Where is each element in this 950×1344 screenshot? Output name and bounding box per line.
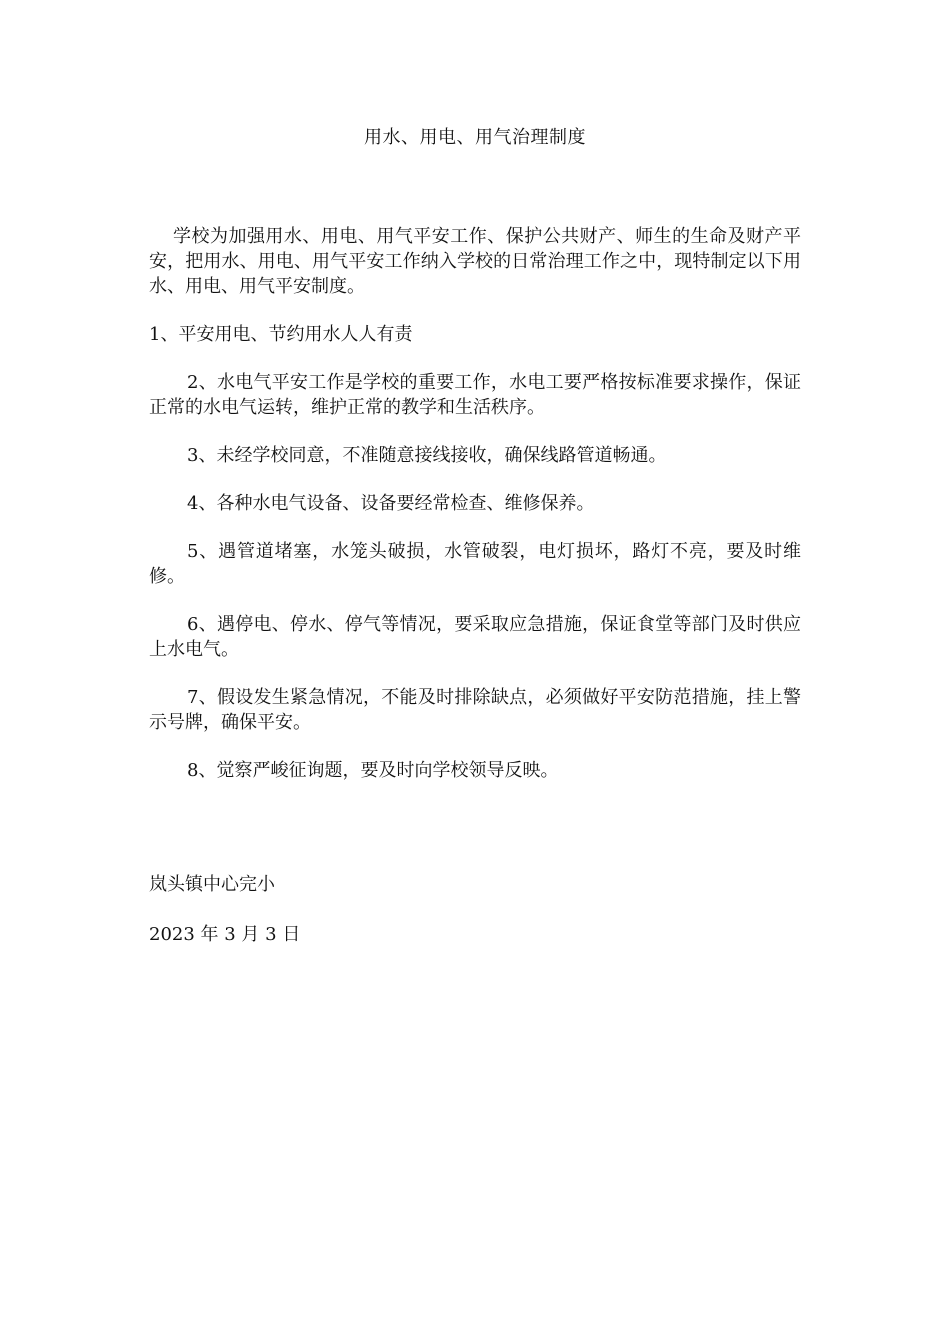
document-body bbox=[149, 224, 801, 806]
signature-date: 2023 年 3 月 3 日 bbox=[149, 924, 301, 945]
rule-item-1: 1、平安用电、节约用水人人有责 bbox=[149, 324, 413, 345]
rule-item-3: 3、未经学校同意，不准随意接线接收，确保线路管道畅通。 bbox=[187, 445, 667, 466]
rule-item-6: 6、遇停电、停水、停气等情况，要采取应急措施，保证食堂等部门及时供应上水电气。 bbox=[149, 614, 801, 660]
rule-item-2: 2、水电气平安工作是学校的重要工作，水电工要严格按标准要求操作，保证正常的水电气运转，维护正常的教学和生活秩序。 bbox=[149, 372, 801, 418]
rule-item-8: 8、觉察严峻征询题，要及时向学校领导反映。 bbox=[187, 760, 559, 781]
rule-item-7: 7、假设发生紧急情况，不能及时排除缺点，必须做好平安防范措施，挂上警示号牌，确保平安。 bbox=[149, 687, 801, 733]
signature-organization: 岚头镇中心完小 bbox=[149, 874, 275, 895]
intro-paragraph: 学校为加强用水、用电、用气平安工作、保护公共财产、师生的生命及财产平安，把用水、用电、用气平安工作纳入学校的日常治理工作之中，现特制定以下用水、用电、用气平安制度。 bbox=[149, 226, 801, 297]
rule-item-5: 5、遇管道堵塞，水笼头破损，水管破裂，电灯损坏，路灯不亮，要及时维修。 bbox=[149, 541, 801, 587]
rule-item-4: 4、各种水电气设备、设备要经常检查、维修保养。 bbox=[187, 493, 595, 514]
document-title: 用水、用电、用气治理制度 bbox=[364, 127, 586, 148]
